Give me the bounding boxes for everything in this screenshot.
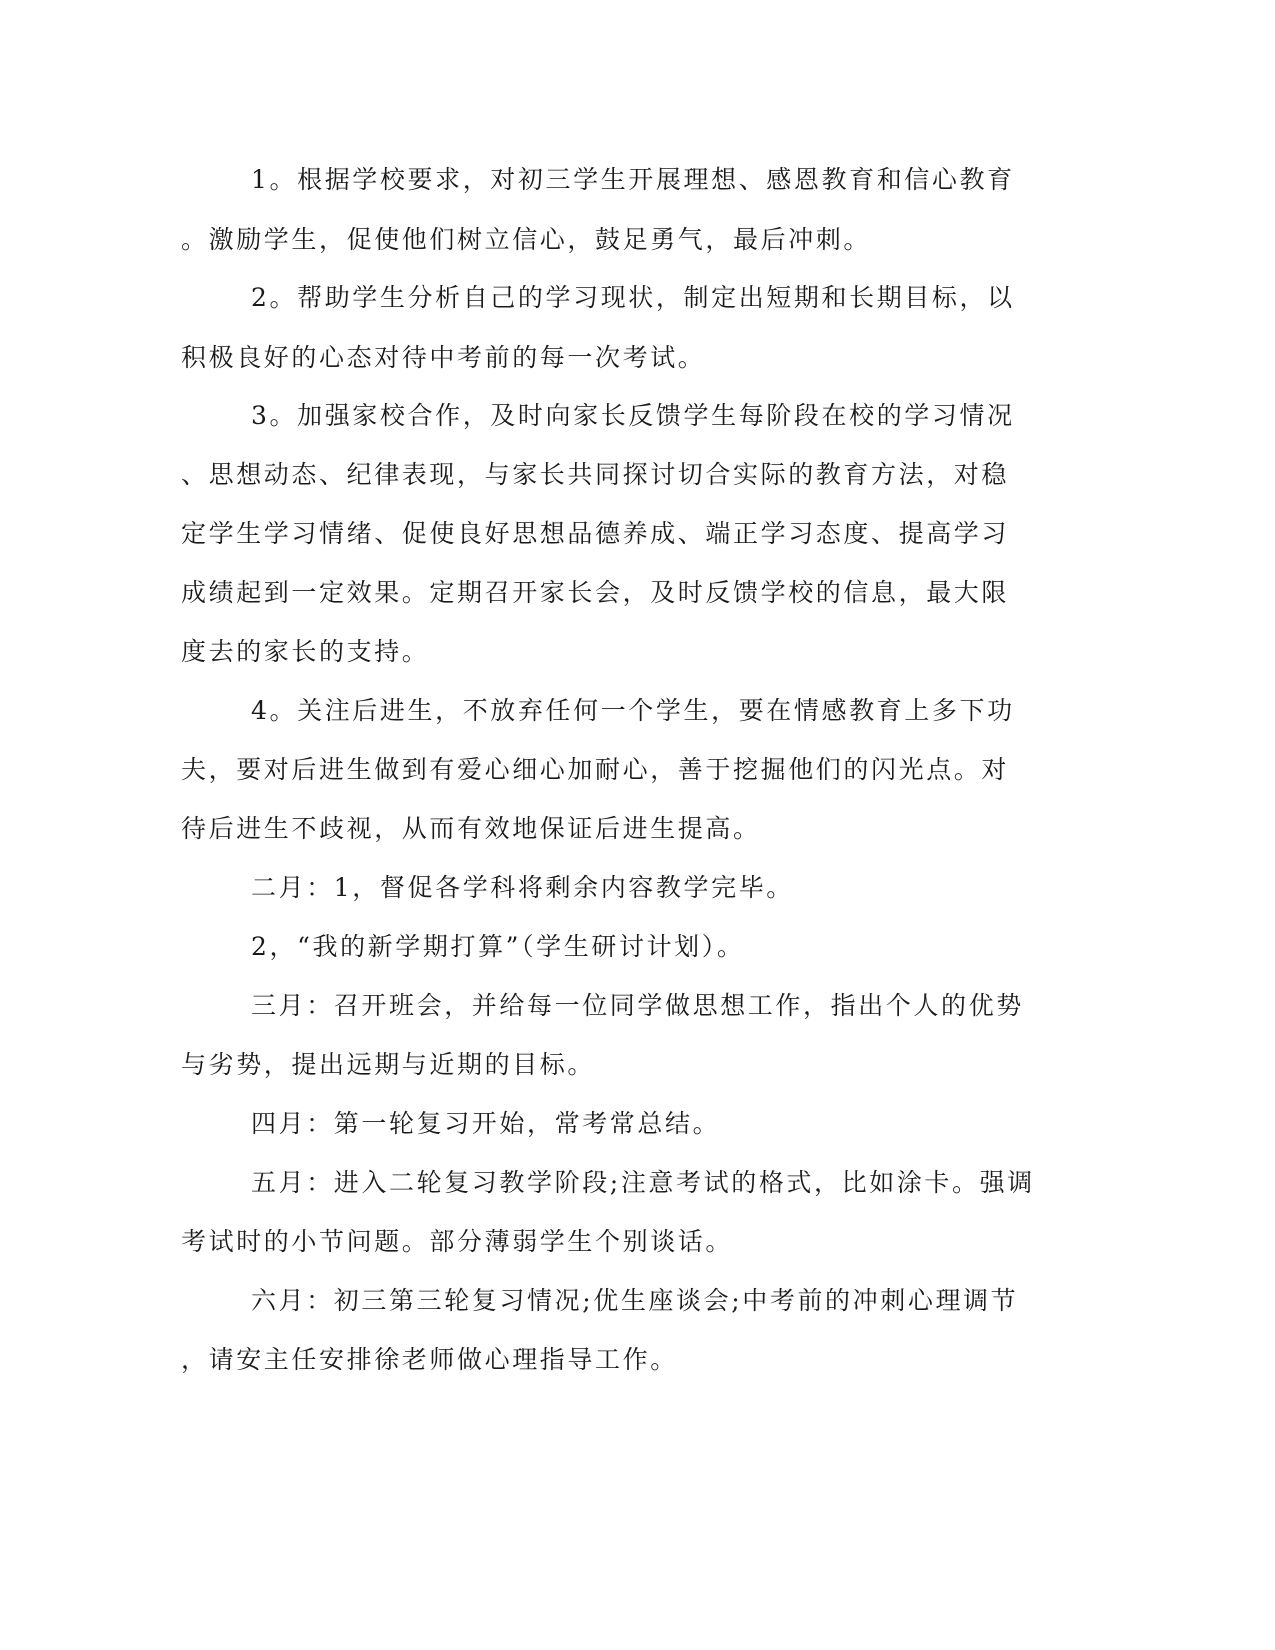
june-line-2: ，请安主任安排徐老师做心理指导工作。 (181, 1345, 678, 1374)
item-3-line-2: 、思想动态、纪律表现，与家长共同探讨切合实际的教育方法，对稳 (181, 460, 1010, 489)
may-line-1: 五月：进入二轮复习教学阶段;注意考试的格式，比如涂卡。强调 (251, 1168, 1035, 1197)
february-line-1: 二月：1，督促各学科将剩余内容教学完毕。 (251, 873, 794, 902)
item-3-line-3: 定学生学习情绪、促使良好思想品德养成、端正学习态度、提高学习 (181, 519, 1010, 548)
item-2-line-1: 2。帮助学生分析自己的学习现状，制定出短期和长期目标，以 (251, 283, 1015, 312)
item-4-line-3: 待后进生不歧视，从而有效地保证后进生提高。 (181, 814, 761, 843)
february-line-2: 2，“我的新学期打算”（学生研讨计划）。 (251, 932, 745, 961)
item-3-line-1: 3。加强家校合作，及时向家长反馈学生每阶段在校的学习情况 (251, 401, 1015, 430)
april-line-1: 四月：第一轮复习开始，常考常总结。 (251, 1109, 721, 1138)
item-1-line-2: 。激励学生，促使他们树立信心，鼓足勇气，最后冲刺。 (181, 225, 872, 254)
item-4-line-2: 夫，要对后进生做到有爱心细心加耐心，善于挖掘他们的闪光点。对 (181, 755, 1010, 784)
item-1-line-1: 1。根据学校要求，对初三学生开展理想、感恩教育和信心教育 (251, 165, 1015, 194)
march-line-2: 与劣势，提出远期与近期的目标。 (181, 1050, 596, 1079)
item-3-line-5: 度去的家长的支持。 (181, 637, 430, 666)
march-line-1: 三月：召开班会，并给每一位同学做思想工作，指出个人的优势 (251, 991, 1024, 1020)
item-4-line-1: 4。关注后进生，不放弃任何一个学生，要在情感教育上多下功 (251, 696, 1015, 725)
may-line-2: 考试时的小节问题。部分薄弱学生个别谈话。 (181, 1227, 734, 1256)
item-3-line-4: 成绩起到一定效果。定期召开家长会，及时反馈学校的信息，最大限 (181, 578, 1010, 607)
june-line-1: 六月：初三第三轮复习情况;优生座谈会;中考前的冲刺心理调节 (251, 1286, 1019, 1315)
item-2-line-2: 积极良好的心态对待中考前的每一次考试。 (181, 343, 706, 372)
